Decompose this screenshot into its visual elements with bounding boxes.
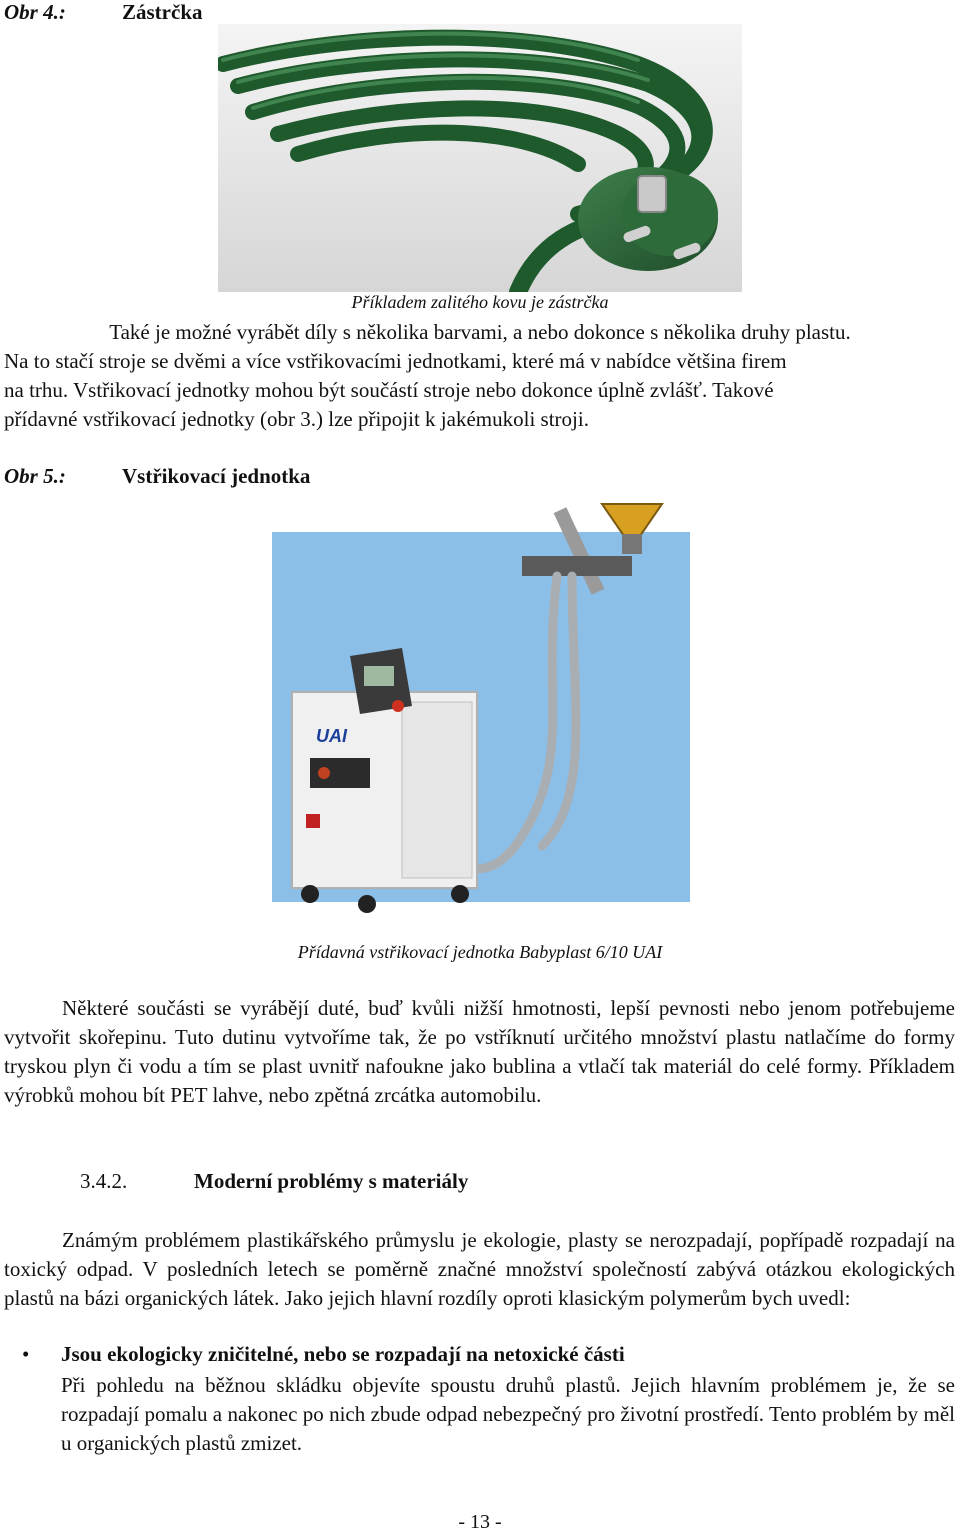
paragraph-2-text: Některé součásti se vyrábějí duté, buď kvůli nižší hmotnosti, lepší pevnosti nebo jenom potřebujeme vytvořit skořepinu. Tuto dutinu vytvoříme tak, že po vstříknutí určitého množství plastu natlačíme do formy tryskou plyn či vodu a tím se plast uvnitř nafoukne jako bublina a vtlačí tak materiál do celé formy. Příkladem výrobků mohou bít PET lahve, nebo zpětná zrcátka automobilu. — [4, 996, 955, 1107]
bullet-marker: • — [22, 1342, 30, 1366]
plug-photo — [218, 24, 742, 292]
section-title: Moderní problémy s materiály — [194, 1169, 469, 1193]
bullet-text: Při pohledu na běžnou skládku objevíte spoustu druhů plastů. Jejich hlavním problémem je, že se rozpadají pomalu a nakonec po nich zbude odpad nebezpečný pro životní prostředí. Tento problém by měl u organických plastů zmizet. — [61, 1373, 955, 1455]
paragraph-1-line-4: přídavné vstřikovací jednotky (obr 3.) lze připojit k jakémukoli stroji. — [4, 407, 589, 431]
figure5-title: Vstřikovací jednotka — [122, 464, 311, 488]
section-number: 3.4.2. — [80, 1169, 128, 1193]
figure4-title: Zástrčka — [122, 0, 203, 24]
paragraph-1-line-2: Na to stačí stroje se dvěmi a více vstřikovacími jednotkami, které má v nabídce většina firem — [4, 349, 787, 373]
paragraph-3 — [4, 1226, 955, 1313]
figure5-caption: Přídavná vstřikovací jednotka Babyplast 6/10 UAI — [297, 942, 663, 962]
figure5-label: Obr 5.: — [4, 464, 66, 488]
figure4-label: Obr 4.: — [4, 0, 66, 24]
paragraph-1 — [0, 318, 960, 434]
figure4-caption: Příkladem zalitého kovu je zástrčka — [351, 292, 609, 312]
paragraph-1-line-3: na trhu. Vstřikovací jednotky mohou být součástí stroje nebo dokonce úplně zvlášť. Takové — [4, 378, 774, 402]
paragraph-1-line-1: Také je možné vyrábět díly s několika barvami, a nebo dokonce s několika druhy plastu. — [109, 320, 851, 344]
paragraph-2 — [4, 994, 955, 1110]
bullet-title: Jsou ekologicky zničitelné, nebo se rozpadají na netoxické části — [61, 1342, 625, 1366]
injection-unit-photo — [272, 496, 690, 928]
uai-logo-text: UAI — [316, 726, 347, 746]
page-number: - 13 - — [458, 1511, 502, 1533]
paragraph-3-text: Známým problémem plastikářského průmyslu je ekologie, plasty se nerozpadají, popřípadě rozpadají na toxický odpad. V posledních letech se poměrně značné množství společností zabývá otázkou ekologických plastů na bázi organických látek. Jako jejich hlavní rozdíly oproti klasickým polymerům bych uvedl: — [4, 1228, 955, 1310]
